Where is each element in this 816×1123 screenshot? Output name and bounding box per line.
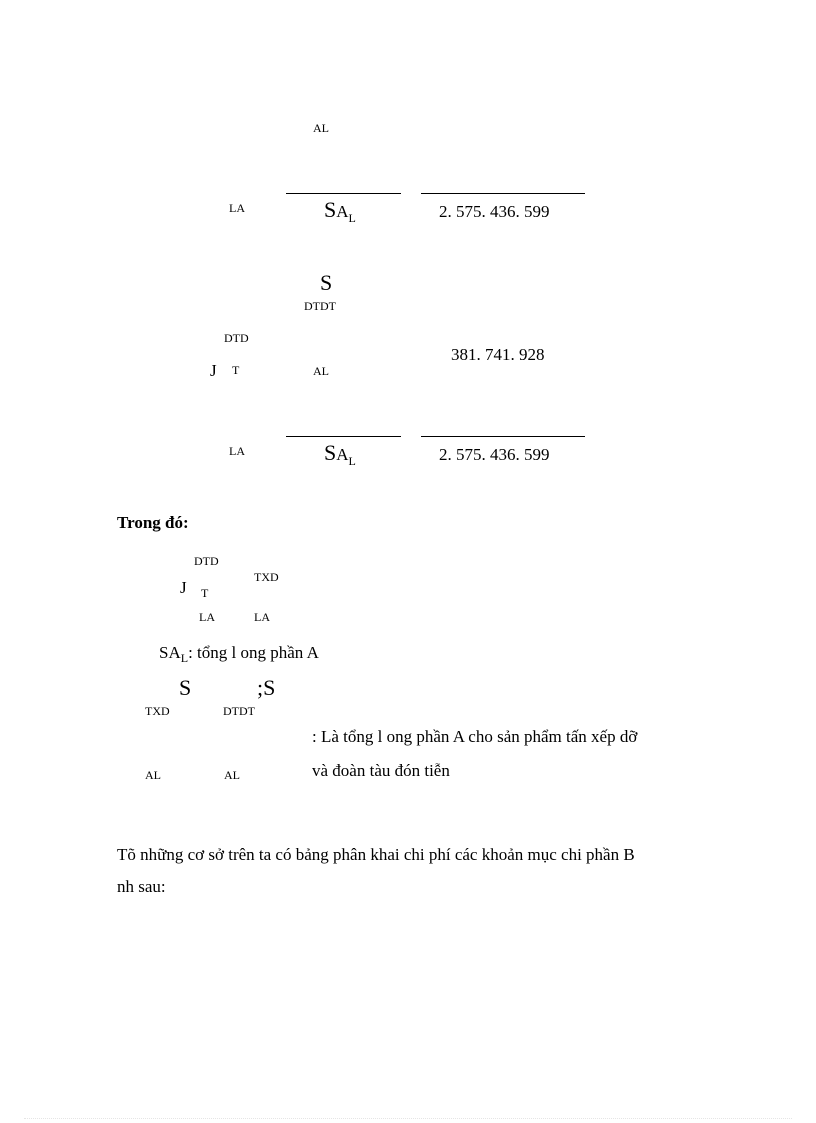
formula2-s: S <box>320 270 333 295</box>
trong-do-heading: Trong đó: <box>117 513 189 532</box>
formula2-denominator-value: 2. 575. 436. 599 <box>439 445 550 464</box>
formula1-la: LA <box>229 201 245 215</box>
formula2-numerator-value: 381. 741. 928 <box>451 345 545 364</box>
trong-do-la-2: LA <box>254 610 270 624</box>
formula1-value: 2. 575. 436. 599 <box>439 202 550 221</box>
paragraph-line-1: Tõ những cơ sở trên ta có bảng phân khai chi phí các khoản mục chi phần B <box>117 845 635 864</box>
dtdt-sub: DTDT <box>223 704 255 718</box>
formula2-denominator <box>324 440 356 468</box>
formula2-s-sub: DTDT <box>304 299 336 313</box>
formula1-al-top: AL <box>313 121 329 135</box>
trong-do-la-1: LA <box>199 610 215 624</box>
formula2-la: LA <box>229 444 245 458</box>
formula2-al: AL <box>313 364 329 378</box>
formula2-fraction-bar-left <box>286 436 401 437</box>
page-bottom-divider <box>24 1118 792 1119</box>
s-symbol-1: S <box>179 675 192 700</box>
trong-do-dtd: DTD <box>194 554 219 568</box>
formula2-denominator-a: A <box>336 445 349 464</box>
formula1-denominator-l: L <box>348 211 356 225</box>
formula2-dtd: DTD <box>224 331 249 345</box>
formula1-denominator-s: S <box>324 197 337 222</box>
formula2-t: T <box>232 363 240 377</box>
formula1-denominator-a: A <box>336 202 349 221</box>
txd-sub: TXD <box>145 704 170 718</box>
s-symbol-2: ;S <box>257 675 276 700</box>
paragraph-line-2: nh sau: <box>117 877 166 896</box>
sal-sub: L <box>180 651 189 665</box>
formula1-denominator <box>324 197 356 225</box>
al-sub-1: AL <box>145 768 161 782</box>
description-line-1: : Là tổng l ong phần A cho sản phẩm tấn xếp dỡ <box>312 727 638 746</box>
description-line-2: và đoàn tàu đón tiễn <box>312 761 450 780</box>
formula2-j: J <box>210 361 217 380</box>
formula2-fraction-bar-right <box>421 436 585 437</box>
sal-description: : tổng l ong phần A <box>188 643 319 662</box>
sal-main: SA <box>159 643 181 662</box>
formula1-fraction-bar-right <box>421 193 585 194</box>
sal-definition <box>159 643 319 665</box>
formula2-denominator-l: L <box>348 454 356 468</box>
formula2-denominator-s: S <box>324 440 337 465</box>
formula1-fraction-bar-left <box>286 193 401 194</box>
trong-do-t: T <box>201 586 209 600</box>
al-sub-2: AL <box>224 768 240 782</box>
trong-do-j: J <box>180 578 187 597</box>
trong-do-txd: TXD <box>254 570 279 584</box>
